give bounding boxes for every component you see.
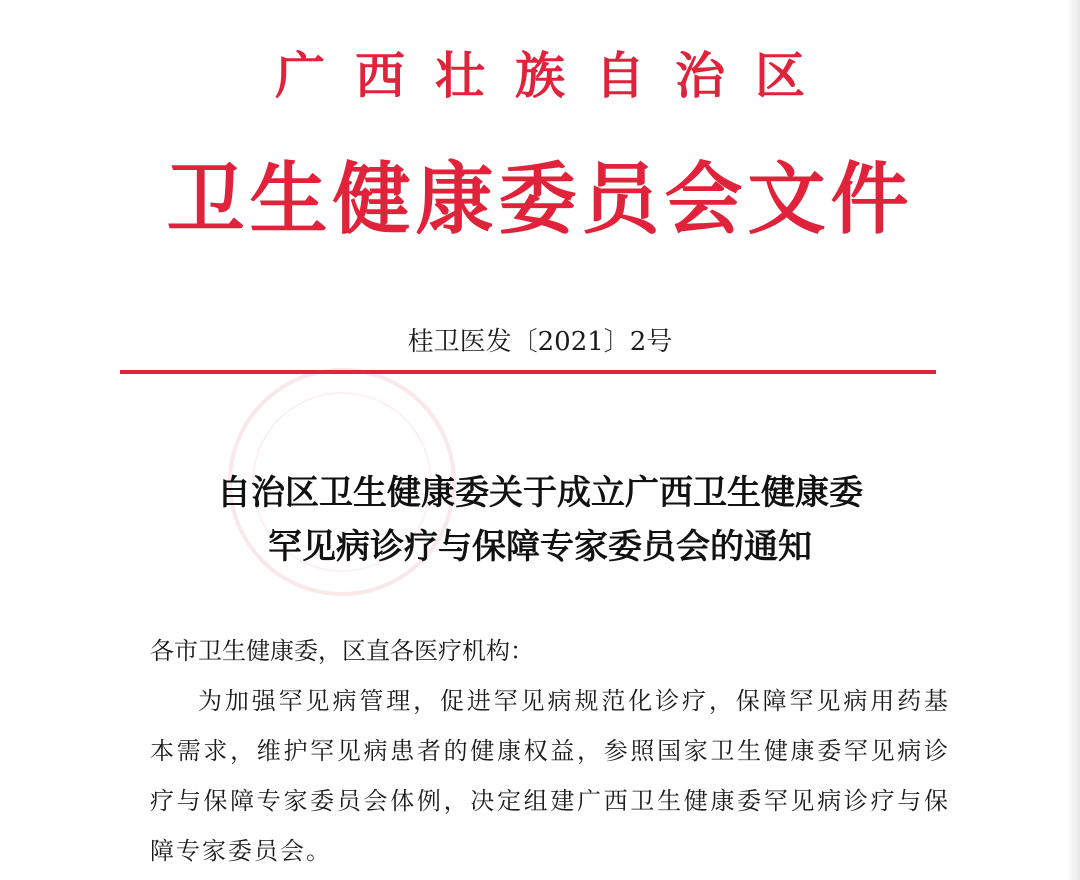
masthead-region-name: 广西壮族自治区: [275, 46, 835, 105]
body-paragraph-1: 为加强罕见病管理，促进罕见病规范化诊疗，保障罕见病用药基本需求，维护罕见病患者的健康权益，参照国家卫生健康委罕见病诊疗与保障专家委员会体例，决定组建广西卫生健康委罕见病诊疗与保障专家委员会。: [150, 687, 950, 865]
document-body: [150, 626, 950, 876]
red-divider-line: [120, 370, 936, 374]
title-line-1: 自治区卫生健康委关于成立广西卫生健康委: [217, 473, 863, 513]
document-title: [0, 466, 1080, 574]
title-line-2: 罕见病诊疗与保障专家委员会的通知: [268, 527, 812, 567]
page-edge-shadow: [1066, 0, 1080, 880]
salutation: 各市卫生健康委，区直各医疗机构：: [150, 637, 534, 665]
masthead-agency-name: 卫生健康委员会文件: [166, 154, 914, 245]
document-number: 桂卫医发〔2021〕2号: [407, 327, 673, 357]
